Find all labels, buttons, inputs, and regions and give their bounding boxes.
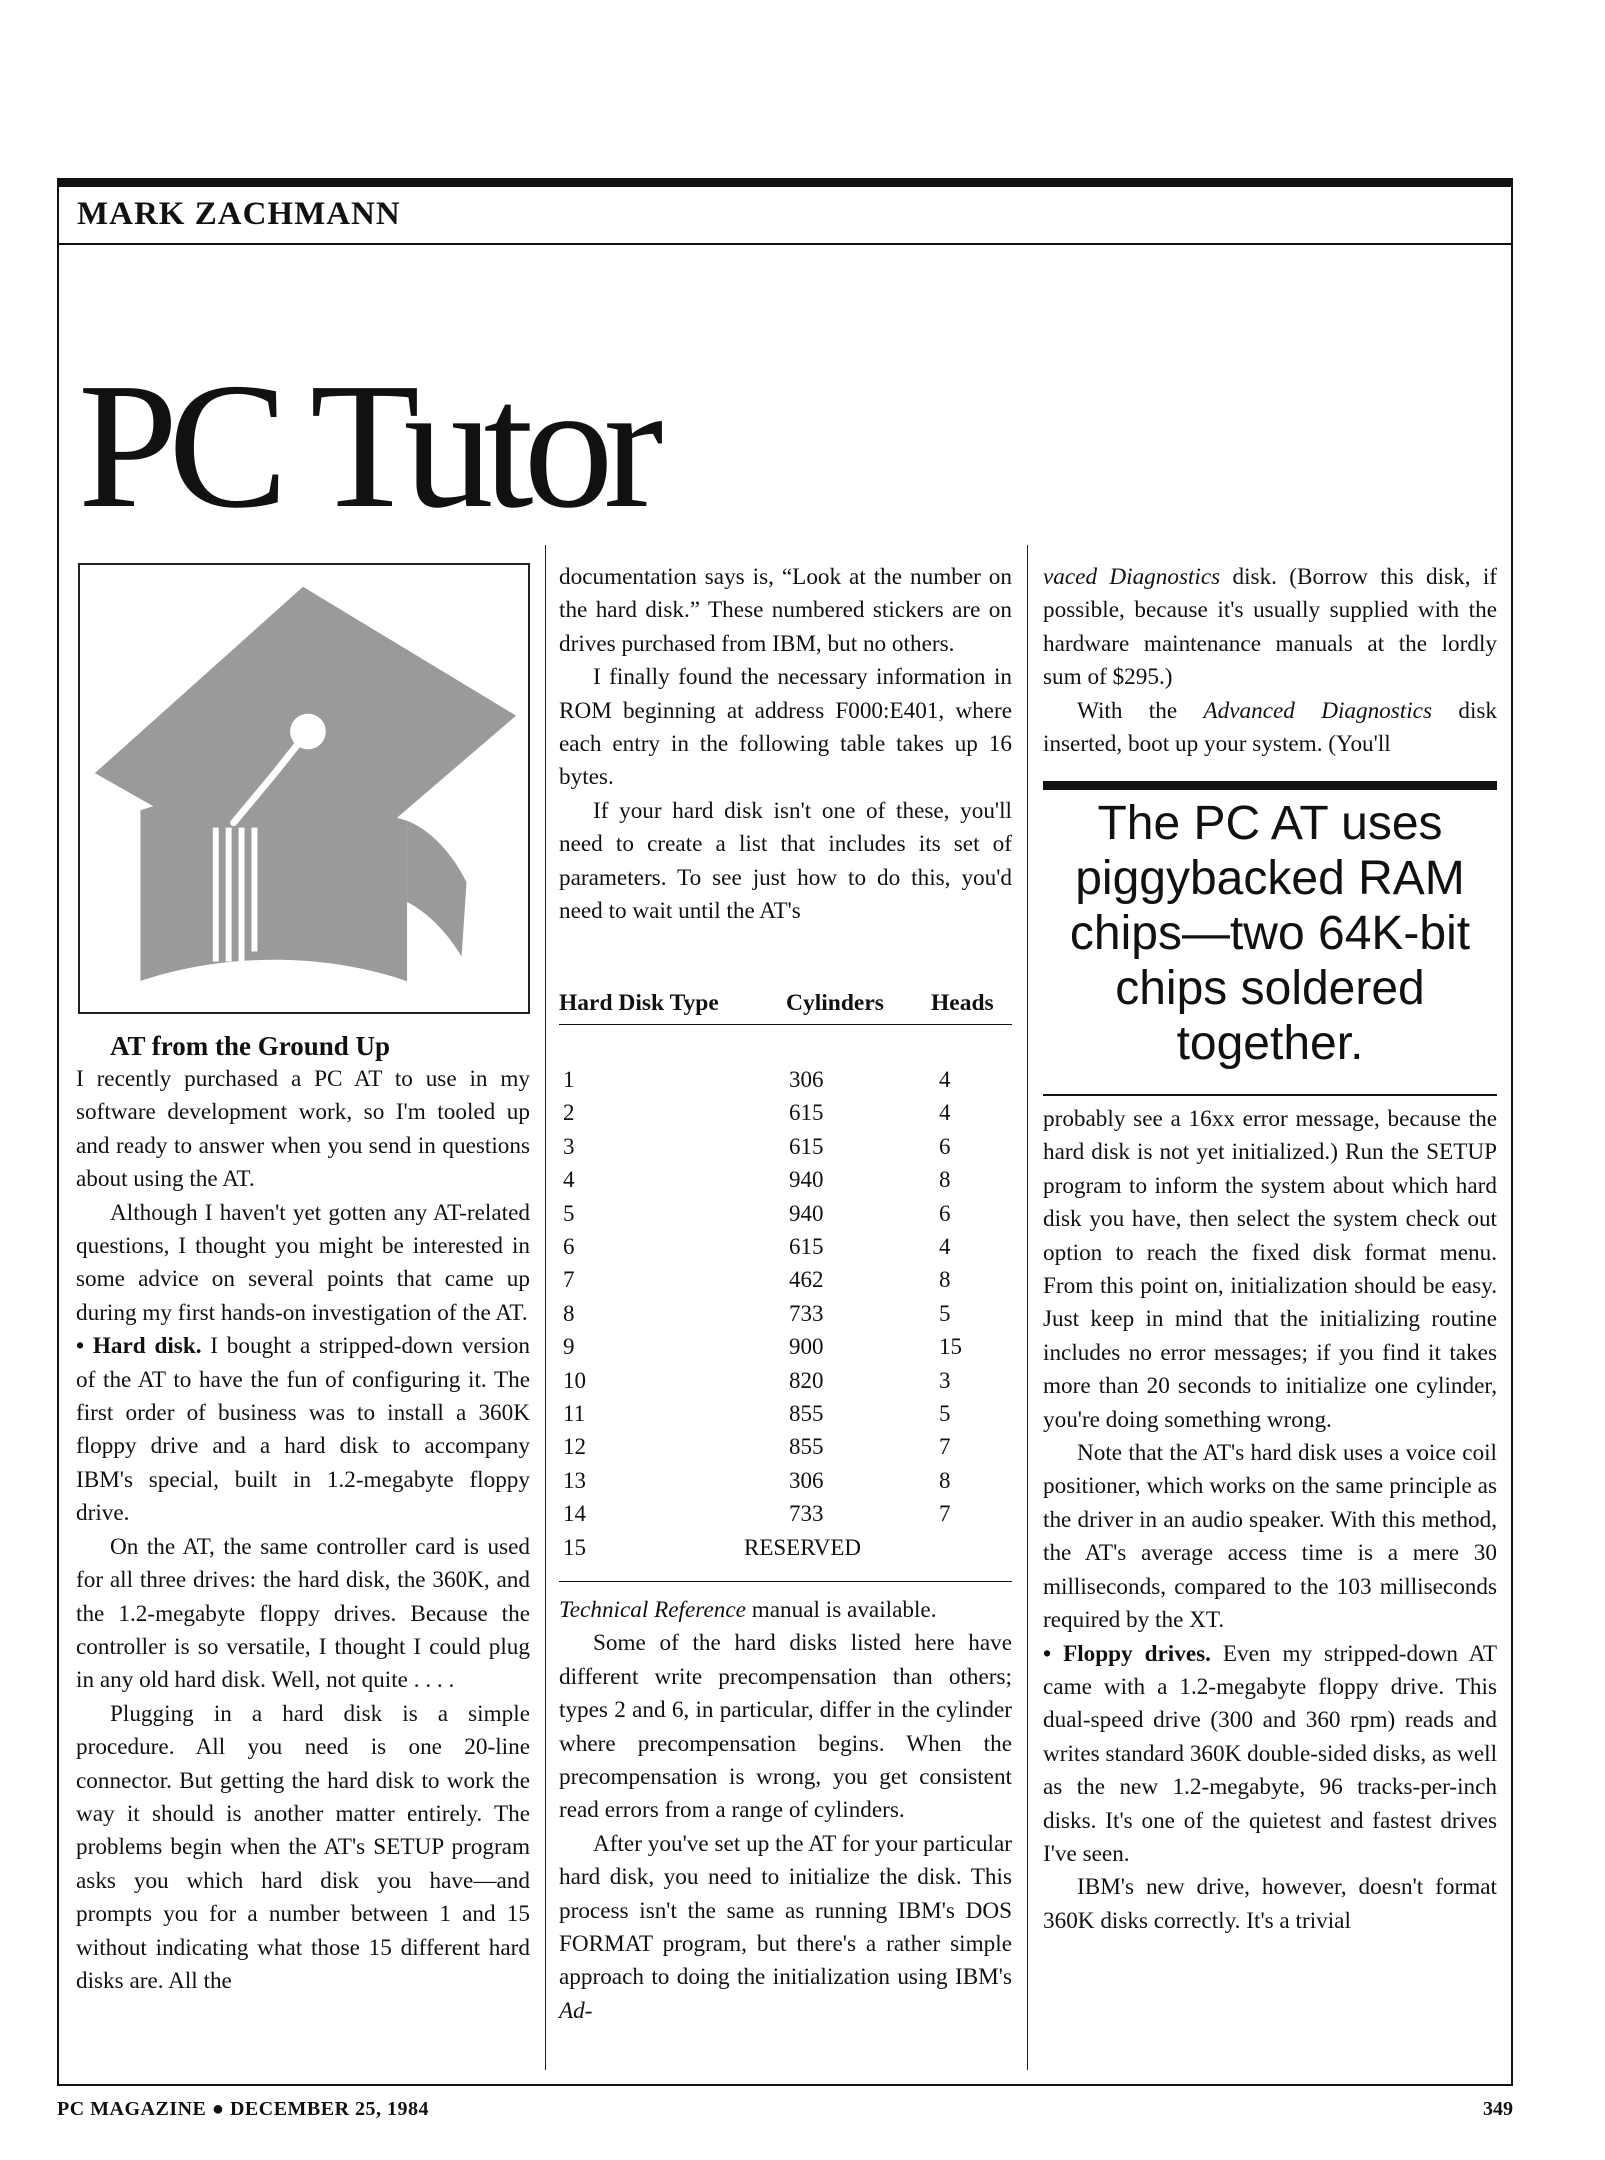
paragraph (1043, 695, 1497, 762)
page-number: 349 (1483, 2098, 1513, 2120)
table-cell-type: 4 (563, 1167, 575, 1193)
table-cell-type: 2 (563, 1100, 575, 1126)
table-row (559, 1401, 1012, 1434)
table-cell-heads: 7 (939, 1501, 951, 1527)
table-header-cylinders: Cylinders (786, 990, 884, 1016)
pull-quote: The PC AT uses piggybacked RAM chips—two 64K-bit chips soldered together. (1069, 797, 1471, 1070)
paragraph-text: With the (1077, 697, 1204, 724)
table-row-reserved (559, 1535, 1012, 1568)
book-title: Technical Reference (559, 1597, 746, 1623)
table-cell-heads: 8 (939, 1167, 951, 1193)
table-row (559, 1201, 1012, 1234)
pullquote-bottom-rule (1043, 1094, 1497, 1096)
table-cell-type: 5 (563, 1200, 575, 1226)
paragraph: On the AT, the same controller card is used for all three drives: the hard disk, the 360K, and the 1.2-megabyte floppy drives. Because the controller is so versatile, I thought I could plug in any old hard disk. Well, not quite . . . . (76, 1533, 530, 1694)
table-cell-type: 1 (563, 1067, 575, 1092)
column-divider (1027, 545, 1028, 2070)
table-header-heads: Heads (931, 990, 994, 1016)
paragraph-text: I bought a stripped-down version of the AT to have the fun of configuring it. The first order of business was to install a 360K floppy drive and a hard disk to accompany IBM's special, built in 1.2-megabyte floppy drive. (76, 1333, 530, 1527)
paragraph-text: Even my stripped-down AT came with a 1.2-megabyte floppy drive. This dual-speed drive (300 and 360 rpm) reads and writes standard 360K double-sided disks, as well as the new 1.2-megabyte, 96 tracks-per-inch disks. It's one of the quietest and fastest drives I've seen. (1043, 1640, 1498, 1867)
table-cell-type: 8 (563, 1300, 575, 1326)
table-cell-type: 11 (563, 1401, 586, 1426)
column-3-bottom (1043, 1103, 1497, 1938)
illustration-frame (78, 563, 530, 1014)
paragraph (559, 1594, 1012, 1627)
table-cell-heads: 7 (939, 1434, 951, 1460)
paragraph (559, 1828, 1012, 2028)
column-2-top (559, 561, 1012, 928)
table-bottom-rule (559, 1581, 1012, 1582)
table-cell-cylinders: 940 (789, 1167, 824, 1193)
table-cell-cylinders: 733 (789, 1501, 824, 1527)
table-header-type: Hard Disk Type (559, 990, 719, 1016)
table-cell-cylinders: 820 (789, 1367, 824, 1393)
table-row (559, 1100, 1012, 1133)
paragraph: I recently purchased a PC AT to use in my software development work, so I'm tooled up and ready to answer when you send in questions about using the AT. (76, 1066, 530, 1193)
table-row (559, 1501, 1012, 1534)
table-row (559, 1134, 1012, 1167)
paragraph: Plugging in a hard disk is a simple procedure. All you need is one 20-line connector. But getting the hard disk to work the way it should is another matter entirely. The problems begin when the AT's SETUP program asks you which hard disk you have—and prompts you for a number between 1 and 15 without indicating what those 15 different hard disks are. All the (76, 1700, 530, 1994)
bullet-heading: • Floppy drives. (1043, 1640, 1211, 1667)
column-3-top (1043, 561, 1497, 761)
table-cell-type: 6 (563, 1234, 575, 1259)
paragraph: Some of the hard disks listed here have different write precompensation than others; types 2 and 6, in particular, differ in the cylinder where precompensation begins. When the precompensation is wrong, you get consistent read errors from a range of cylinders. (559, 1630, 1012, 1824)
paragraph (1043, 561, 1497, 695)
table-cell-type: 3 (563, 1133, 575, 1159)
table-cell-heads: 4 (939, 1100, 951, 1126)
section-heading: AT from the Ground Up (110, 1031, 391, 1061)
table-cell-heads: 6 (939, 1200, 951, 1226)
table-cell-heads: 5 (939, 1300, 951, 1326)
table-row (559, 1368, 1012, 1401)
table-cell-cylinders: 306 (789, 1467, 824, 1493)
table-cell-cylinders: 462 (789, 1267, 824, 1293)
paragraph: Note that the AT's hard disk uses a voice coil positioner, which works on the same principle as the driver in an audio speaker. With this method, the AT's average access time is a mere 30 milliseconds, compared to the 103 milliseconds required by the XT. (1043, 1440, 1497, 1634)
table-cell-heads: 4 (939, 1234, 951, 1259)
table-row (559, 1468, 1012, 1501)
table-cell-cylinders: 733 (789, 1300, 824, 1326)
table-row (559, 1067, 1012, 1100)
table-cell-heads: 8 (939, 1467, 951, 1493)
book-title: Advanced Diagnostics (1203, 697, 1432, 724)
paragraph (1043, 1638, 1497, 1872)
paragraph: documentation says is, “Look at the number on the hard disk.” These numbered stickers are on drives purchased from IBM, but no others. (559, 564, 1012, 657)
table-row (559, 1301, 1012, 1334)
table-cell-type: 14 (563, 1501, 586, 1527)
paragraph-text: disk inserted, boot up your system. (You'll (1043, 697, 1497, 758)
table-cell-cylinders: 900 (789, 1334, 824, 1360)
table-cell-type: 10 (563, 1367, 586, 1393)
paragraph: Although I haven't yet gotten any AT-related questions, I thought you might be interested in some advice on several points that came up during my first hands-on investigation of the AT. (76, 1199, 530, 1326)
table-cell-type: 7 (563, 1267, 575, 1293)
table-cell-cylinders: 615 (789, 1234, 824, 1259)
table-cell-heads: 4 (939, 1067, 951, 1092)
table-cell-cylinders: 615 (789, 1133, 824, 1159)
table-row (559, 1234, 1012, 1267)
table-cell-cylinders: 615 (789, 1100, 824, 1126)
paragraph-text: After you've set up the AT for your particular hard disk, you need to initialize the disk. This process isn't the same as running IBM's DOS FORMAT program, but there's a rather simple approach to doing the initialization using IBM's (559, 1830, 1012, 1991)
paragraph (76, 1330, 530, 1530)
table-cell-heads: 15 (939, 1334, 962, 1360)
book-title: vaced Diagnostics (1043, 564, 1221, 590)
table-cell-heads: 8 (939, 1267, 951, 1293)
column-1 (76, 1030, 530, 1998)
table-cell-cylinders: 855 (789, 1434, 824, 1460)
bullet-heading: • Hard disk. (76, 1333, 202, 1360)
paragraph-text: manual is available. (745, 1597, 937, 1623)
table-row (559, 1334, 1012, 1367)
paragraph: probably see a 16xx error message, because the hard disk is not yet initialized.) Run the SETUP program to inform the system about which hard disk you have, then select the system check out option to reach the fixed disk format menu. From this point on, initialization should be easy. Just keep in mind that the initializing routine includes no error messages; if you find it takes more than 20 seconds to initialize one cylinder, you're doing something wrong. (1043, 1106, 1497, 1433)
book-title: Ad- (559, 1997, 593, 2024)
graduation-cap-icon (80, 565, 528, 1012)
pullquote-top-rule (1043, 781, 1497, 790)
author-name: MARK ZACHMANN (77, 196, 401, 232)
table-cell-type: 15 (563, 1534, 586, 1560)
table-row (559, 1267, 1012, 1300)
paragraph: If your hard disk isn't one of these, you'll need to create a list that includes its set of parameters. To see just how to do this, you'd need to wait until the AT's (559, 797, 1012, 925)
footer-publication: PC MAGAZINE ● DECEMBER 25, 1984 (57, 2098, 430, 2120)
paragraph-text: disk. (Borrow this disk, if possible, because it's usually supplied with the hardware maintenance manuals at the lordly sum of $295.) (1043, 564, 1497, 691)
table-cell-cylinders: 306 (789, 1067, 824, 1092)
table-row (559, 1434, 1012, 1467)
table-header-rule (559, 1024, 1012, 1025)
table-cell-type: 12 (563, 1434, 586, 1460)
paragraph: IBM's new drive, however, doesn't format 360K disks correctly. It's a trivial (1043, 1874, 1497, 1934)
table-cell-reserved: RESERVED (744, 1534, 861, 1560)
column-title: PC Tutor (78, 346, 654, 545)
table-row (559, 1167, 1012, 1200)
table-cell-cylinders: 940 (789, 1200, 824, 1226)
author-rule (57, 243, 1513, 245)
table-cell-heads: 5 (939, 1401, 951, 1426)
table-cell-heads: 6 (939, 1133, 951, 1159)
column-2-bottom (559, 1594, 1012, 2028)
paragraph: I finally found the necessary information in ROM beginning at address F000:E401, where each entry in the following table takes up 16 bytes. (559, 664, 1012, 791)
column-divider (545, 545, 546, 2070)
table-cell-heads: 3 (939, 1367, 951, 1393)
table-cell-type: 13 (563, 1467, 586, 1493)
table-cell-cylinders: 855 (789, 1401, 824, 1426)
table-cell-type: 9 (563, 1334, 575, 1360)
